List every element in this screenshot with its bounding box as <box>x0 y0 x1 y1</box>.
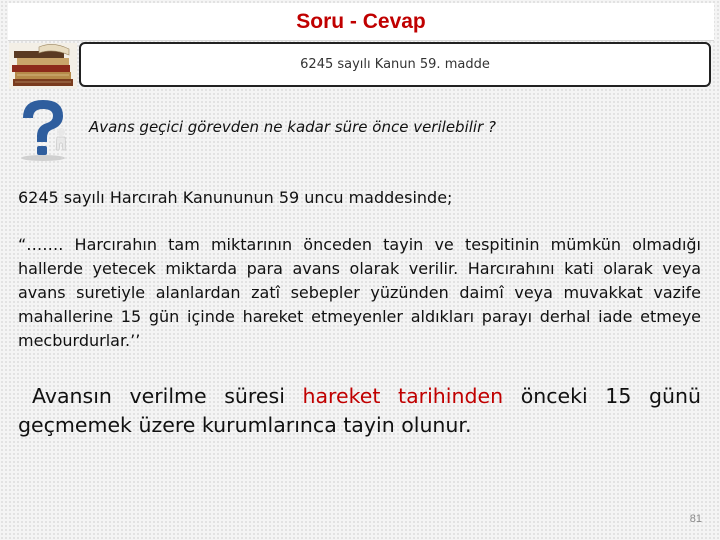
answer-highlight: hareket tarihinden <box>302 384 504 408</box>
title-bar <box>8 3 714 41</box>
slide-title: Soru - Cevap <box>296 9 426 33</box>
page-number: 81 <box>689 513 702 525</box>
answer-paragraph <box>18 382 701 440</box>
question-mark-person-icon <box>9 96 76 162</box>
intro-paragraph: 6245 sayılı Harcırah Kanununun 59 uncu maddesinde; <box>18 188 453 207</box>
law-quote-paragraph: “……. Harcırahın tam miktarının önceden tayin ve tespitinin mümkün olmadığı hallerde yetecek miktarda para avans olarak verilir. Harcırahını kati olarak veya avans suretiyle alanlardan zatî sebepler yüzünden daimî veya muvakkat vazife mahallerine 15 gün içinde hareket etmeyenler aldıkları parayı derhal iade etmeye mecburdurlar.’’ <box>18 235 701 350</box>
answer-text-part1: Avansın verilme süresi <box>32 384 303 408</box>
books-stack-icon <box>9 43 77 89</box>
question-text: Avans geçici görevden ne kadar süre önce verilebilir ? <box>89 118 496 136</box>
answer-text-part2: önceki 15 günü geçmemek üzere kurumlarınca tayin olunur. <box>18 384 701 437</box>
law-reference-text: 6245 sayılı Kanun 59. madde <box>300 57 490 72</box>
law-reference-box <box>79 42 711 87</box>
